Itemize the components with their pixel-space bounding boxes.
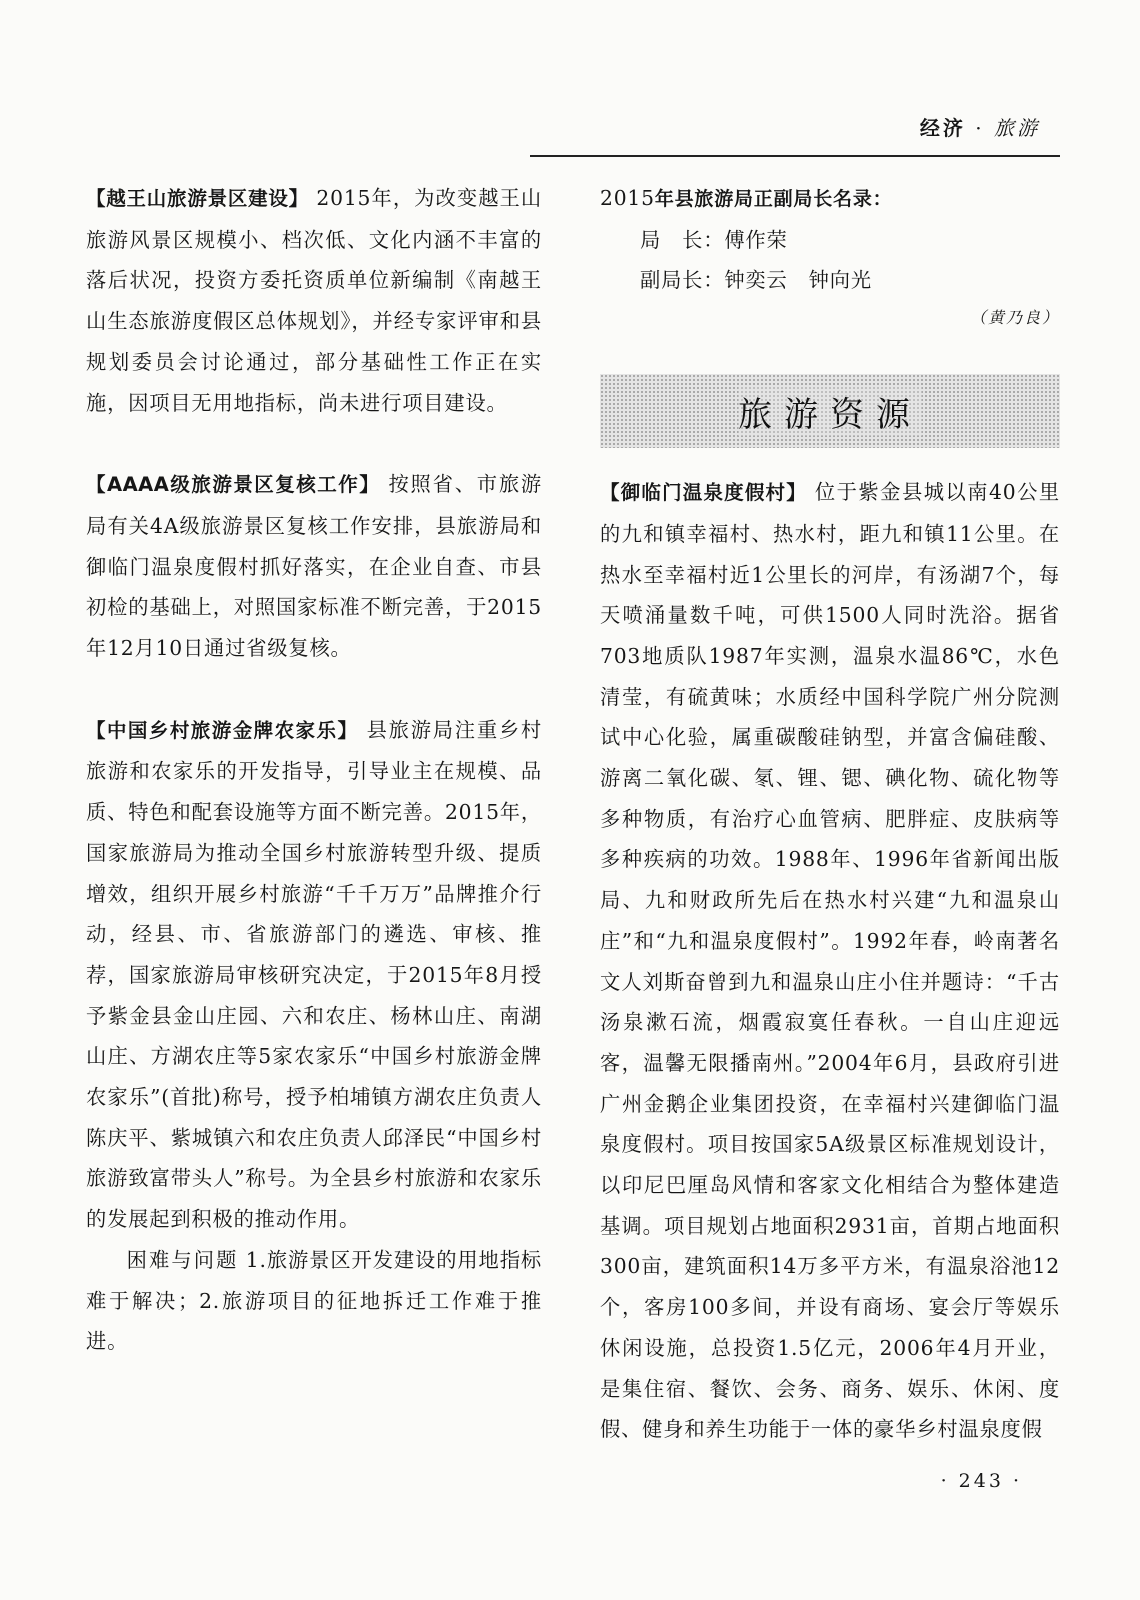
problems-label: 困难与问题 bbox=[126, 1247, 239, 1272]
right-column bbox=[600, 178, 1060, 1450]
banner-title: 旅游资源 bbox=[738, 387, 922, 436]
entry-yulinmen-resort bbox=[600, 472, 1060, 1450]
entry-rural-tourism bbox=[86, 710, 542, 1240]
director-name: 傅作荣 bbox=[724, 227, 788, 252]
entry-title: 【中国乡村旅游金牌农家乐】 bbox=[86, 718, 359, 742]
leaders-title: 年县旅游局正副局长名录： bbox=[654, 188, 893, 210]
entry-title: 【御临门温泉度假村】 bbox=[600, 481, 807, 505]
deputy-label: 副局长： bbox=[640, 268, 725, 293]
leaders-list bbox=[600, 178, 1060, 301]
problems-body: 1.旅游景区开发建设的用地指标难于解决；2.旅游项目的征地拆迁工作难于推进。 bbox=[86, 1247, 542, 1354]
section-separator: · bbox=[975, 116, 985, 140]
paragraph-gap bbox=[86, 423, 542, 464]
page-number: · 243 · bbox=[940, 1470, 1022, 1492]
entry-body: 2015年，为改变越王山旅游风景区规模小、档次低、文化内涵不丰富的落后状况，投资方委托资质单位新编制《南越王山生态旅游度假区总体规划》，并经专家评审和县规划委员会讨论通过，部分基础性工作正在实施，因项目无用地指标，尚未进行项目建设。 bbox=[86, 186, 542, 415]
problems-paragraph bbox=[86, 1240, 542, 1362]
entry-title: 【越王山旅游景区建设】 bbox=[86, 187, 309, 210]
running-header bbox=[920, 112, 1040, 141]
author-credit: （黄乃良） bbox=[969, 308, 1060, 328]
leaders-heading bbox=[600, 178, 1060, 220]
entry-body: 位于紫金县城以南40公里的九和镇幸福村、热水村，距九和镇11公里。在热水至幸福村近1公里长的河岸，有汤湖7个，每天喷涌量数千吨，可供1500人同时洗浴。据省703地质队1987年实测，温泉水温86℃，水色清莹，有硫黄味；水质经中国科学院广州分院测试中心化验，属重碳酸硅钠型，并富含偏硅酸、游离二氧化碳、氡、锂、锶、碘化物、硫化物等多种物质，有治疗心血管病、肥胖症、皮肤病等多种疾病的功效。1988年、1996年省新闻出版局、九和财政所先后在热水村兴建“九和温泉山庄”和“九和温泉度假村”。1992年春，岭南著名文人刘斯奋曾到九和温泉山庄小住并题诗：“千古汤泉漱石流，烟霞寂寞任春秋。一自山庄迎远客，温馨无限播南州。”2004年6月，县政府引进广州金鹅企业集团投资，在幸福村兴建御临门温泉度假村。项目按国家5A级景区标准规划设计，以印尼巴厘岛风情和客家文化相结合为整体建造基调。项目规划占地面积2931亩，首期占地面积300亩，建筑面积14万多平方米，有温泉浴池12个，客房100多间，并设有商场、宴会厅等娱乐休闲设施，总投资1.5亿元，2006年4月开业，是集住宿、餐饮、会务、商务、娱乐、休闲、度假、健身和养生功能于一体的豪华乡村温泉度假 bbox=[600, 480, 1060, 1442]
entry-title: 【AAAA级旅游景区复核工作】 bbox=[86, 473, 381, 497]
banner-gap bbox=[600, 448, 1060, 472]
director-row bbox=[600, 220, 1060, 261]
header-rule bbox=[530, 155, 1060, 157]
entry-aaaa-review bbox=[86, 464, 542, 669]
paragraph-gap bbox=[86, 669, 542, 710]
entry-yuewangshan bbox=[86, 178, 542, 423]
section-subtitle: 旅游 bbox=[994, 116, 1040, 140]
deputy-names: 钟奕云 钟向光 bbox=[724, 268, 872, 293]
section-title: 经济 bbox=[919, 116, 966, 140]
deputy-row bbox=[600, 260, 1060, 301]
entry-body: 县旅游局注重乡村旅游和农家乐的开发指导，引导业主在规模、品质、特色和配套设施等方面不断完善。2015年，国家旅游局为推动全国乡村旅游转型升级、提质增效，组织开展乡村旅游“千千万万”品牌推介行动，经县、市、省旅游部门的遴选、审核、推荐，国家旅游局审核研究决定，于2015年8月授予紫金县金山庄园、六和农庄、杨林山庄、南湖山庄、方湖农庄等5家农家乐“中国乡村旅游金牌农家乐”(首批)称号，授予柏埔镇方湖农庄负责人陈庆平、紫城镇六和农庄负责人邱泽民“中国乡村旅游致富带头人”称号。为全县乡村旅游和农家乐的发展起到积极的推动作用。 bbox=[86, 717, 542, 1232]
entry-body: 按照省、市旅游局有关4A级旅游景区复核工作安排，县旅游局和御临门温泉度假村抓好落实，在企业自查、市县初检的基础上，对照国家标准不断完善，于2015年12月10日通过省级复核。 bbox=[86, 472, 542, 661]
section-banner bbox=[600, 374, 1060, 448]
director-label: 局 长： bbox=[640, 227, 725, 252]
left-column bbox=[86, 178, 542, 1362]
leaders-year: 2015 bbox=[600, 186, 655, 210]
